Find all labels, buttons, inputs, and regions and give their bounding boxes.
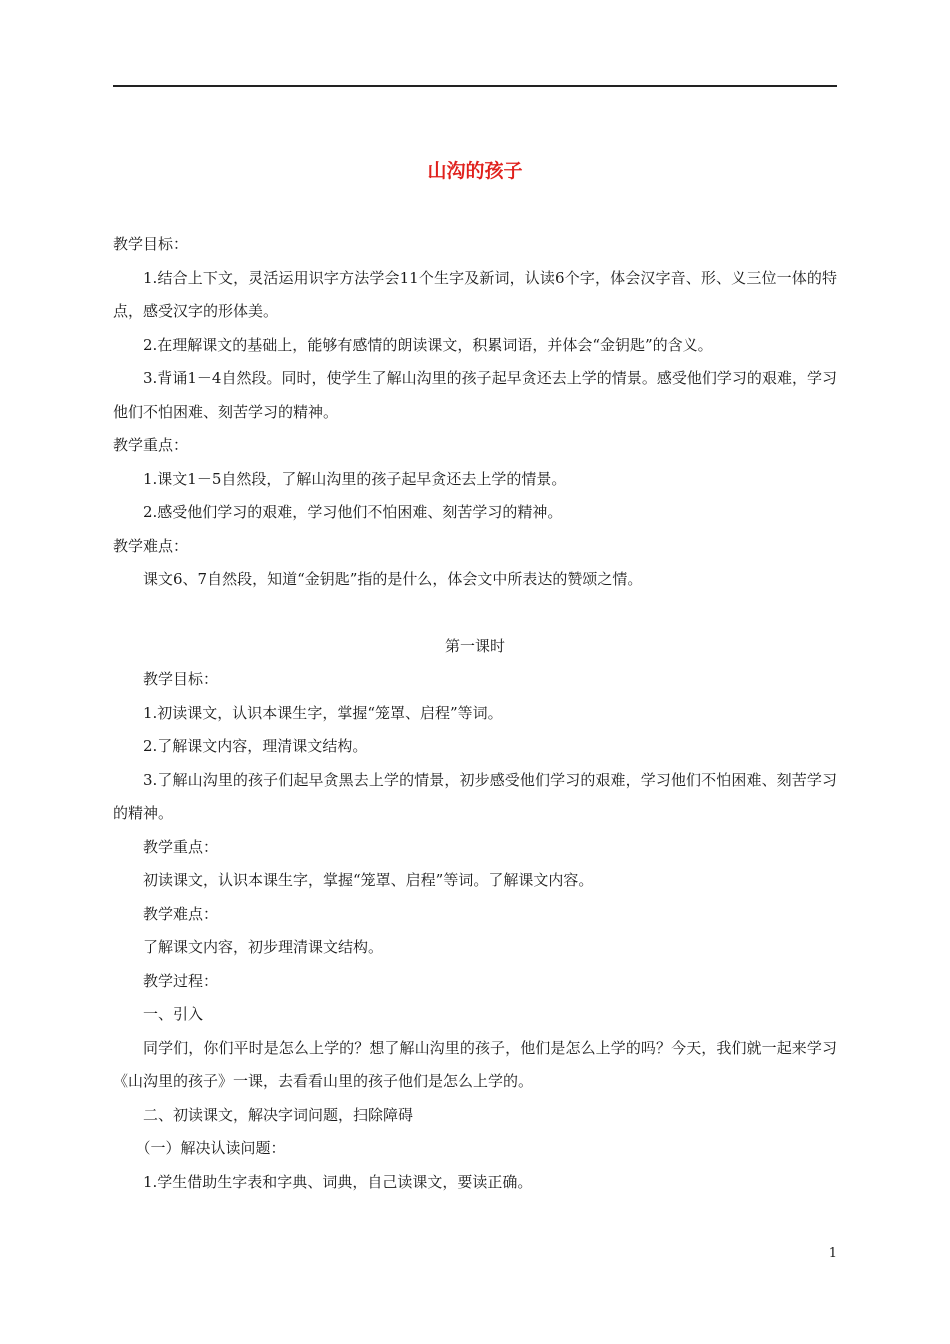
key-points-heading: 教学重点：: [113, 436, 189, 454]
lesson-key-text: 初读课文，认识本课生字，掌握“笼罩、启程”等词。了解课文内容。: [143, 871, 594, 889]
document-title: 山沟的孩子: [427, 160, 523, 182]
lesson-goal-item: 1.初读课文，认识本课生字，掌握“笼罩、启程”等词。: [143, 703, 503, 722]
difficulty-item: 课文6、7自然段，知道“金钥匙”指的是什么，体会文中所表达的赞颂之情。: [143, 570, 643, 588]
difficulty-heading: 教学难点：: [113, 536, 189, 555]
key-point-item: 1.课文1－5自然段，了解山沟里的孩子起早贪还去上学的情景。: [143, 469, 567, 488]
goal-item: 1.结合上下文，灵活运用识字方法学会11个生字及新词，认读6个字，体会汉字音、形、义三位一体的特点，感受汉字的形体美。: [113, 268, 837, 320]
goal-item: 2.在理解课文的基础上，能够有感情的朗读课文，积累词语，并体会“金钥匙”的含义。: [143, 335, 713, 354]
section-spacer: [113, 597, 837, 630]
step-heading: 一、引入: [143, 1005, 204, 1023]
goals-heading: 教学目标：: [113, 235, 189, 253]
lesson-difficulty-text: 了解课文内容，初步理清课文结构。: [143, 938, 384, 956]
step-item: 1.学生借助生字表和字典、词典，自己读课文，要读正确。: [143, 1172, 533, 1191]
lesson-key-heading: 教学重点：: [143, 837, 219, 856]
process-heading: 教学过程：: [143, 971, 219, 990]
step-subheading: （一）解决认读问题：: [135, 1139, 286, 1157]
header-rule: [113, 85, 837, 87]
goal-item: 3.背诵1－4自然段。同时，使学生了解山沟里的孩子起早贪还去上学的情景。感受他们学习的艰难，学习他们不怕困难、刻苦学习的精神。: [113, 369, 837, 421]
lesson-difficulty-heading: 教学难点：: [143, 904, 219, 923]
key-point-item: 2.感受他们学习的艰难，学习他们不怕困难、刻苦学习的精神。: [143, 503, 563, 521]
step-text: 同学们，你们平时是怎么上学的？想了解山沟里的孩子，他们是怎么上学的吗？今天，我们就一起来学习《山沟里的孩子》一课，去看看山里的孩子他们是怎么上学的。: [113, 1038, 837, 1090]
lesson-goal-item: 2.了解课文内容，理清课文结构。: [143, 737, 368, 755]
lesson-goal-item: 3.了解山沟里的孩子们起早贪黑去上学的情景，初步感受他们学习的艰难，学习他们不怕困难、刻苦学习的精神。: [113, 770, 837, 822]
step-heading: 二、初读课文，解决字词问题，扫除障碍: [143, 1105, 414, 1124]
lesson-heading: 第一课时: [444, 636, 505, 655]
lesson-goals-heading: 教学目标：: [143, 670, 219, 688]
document-body: [113, 228, 837, 1199]
page-number: 1: [828, 1246, 837, 1261]
